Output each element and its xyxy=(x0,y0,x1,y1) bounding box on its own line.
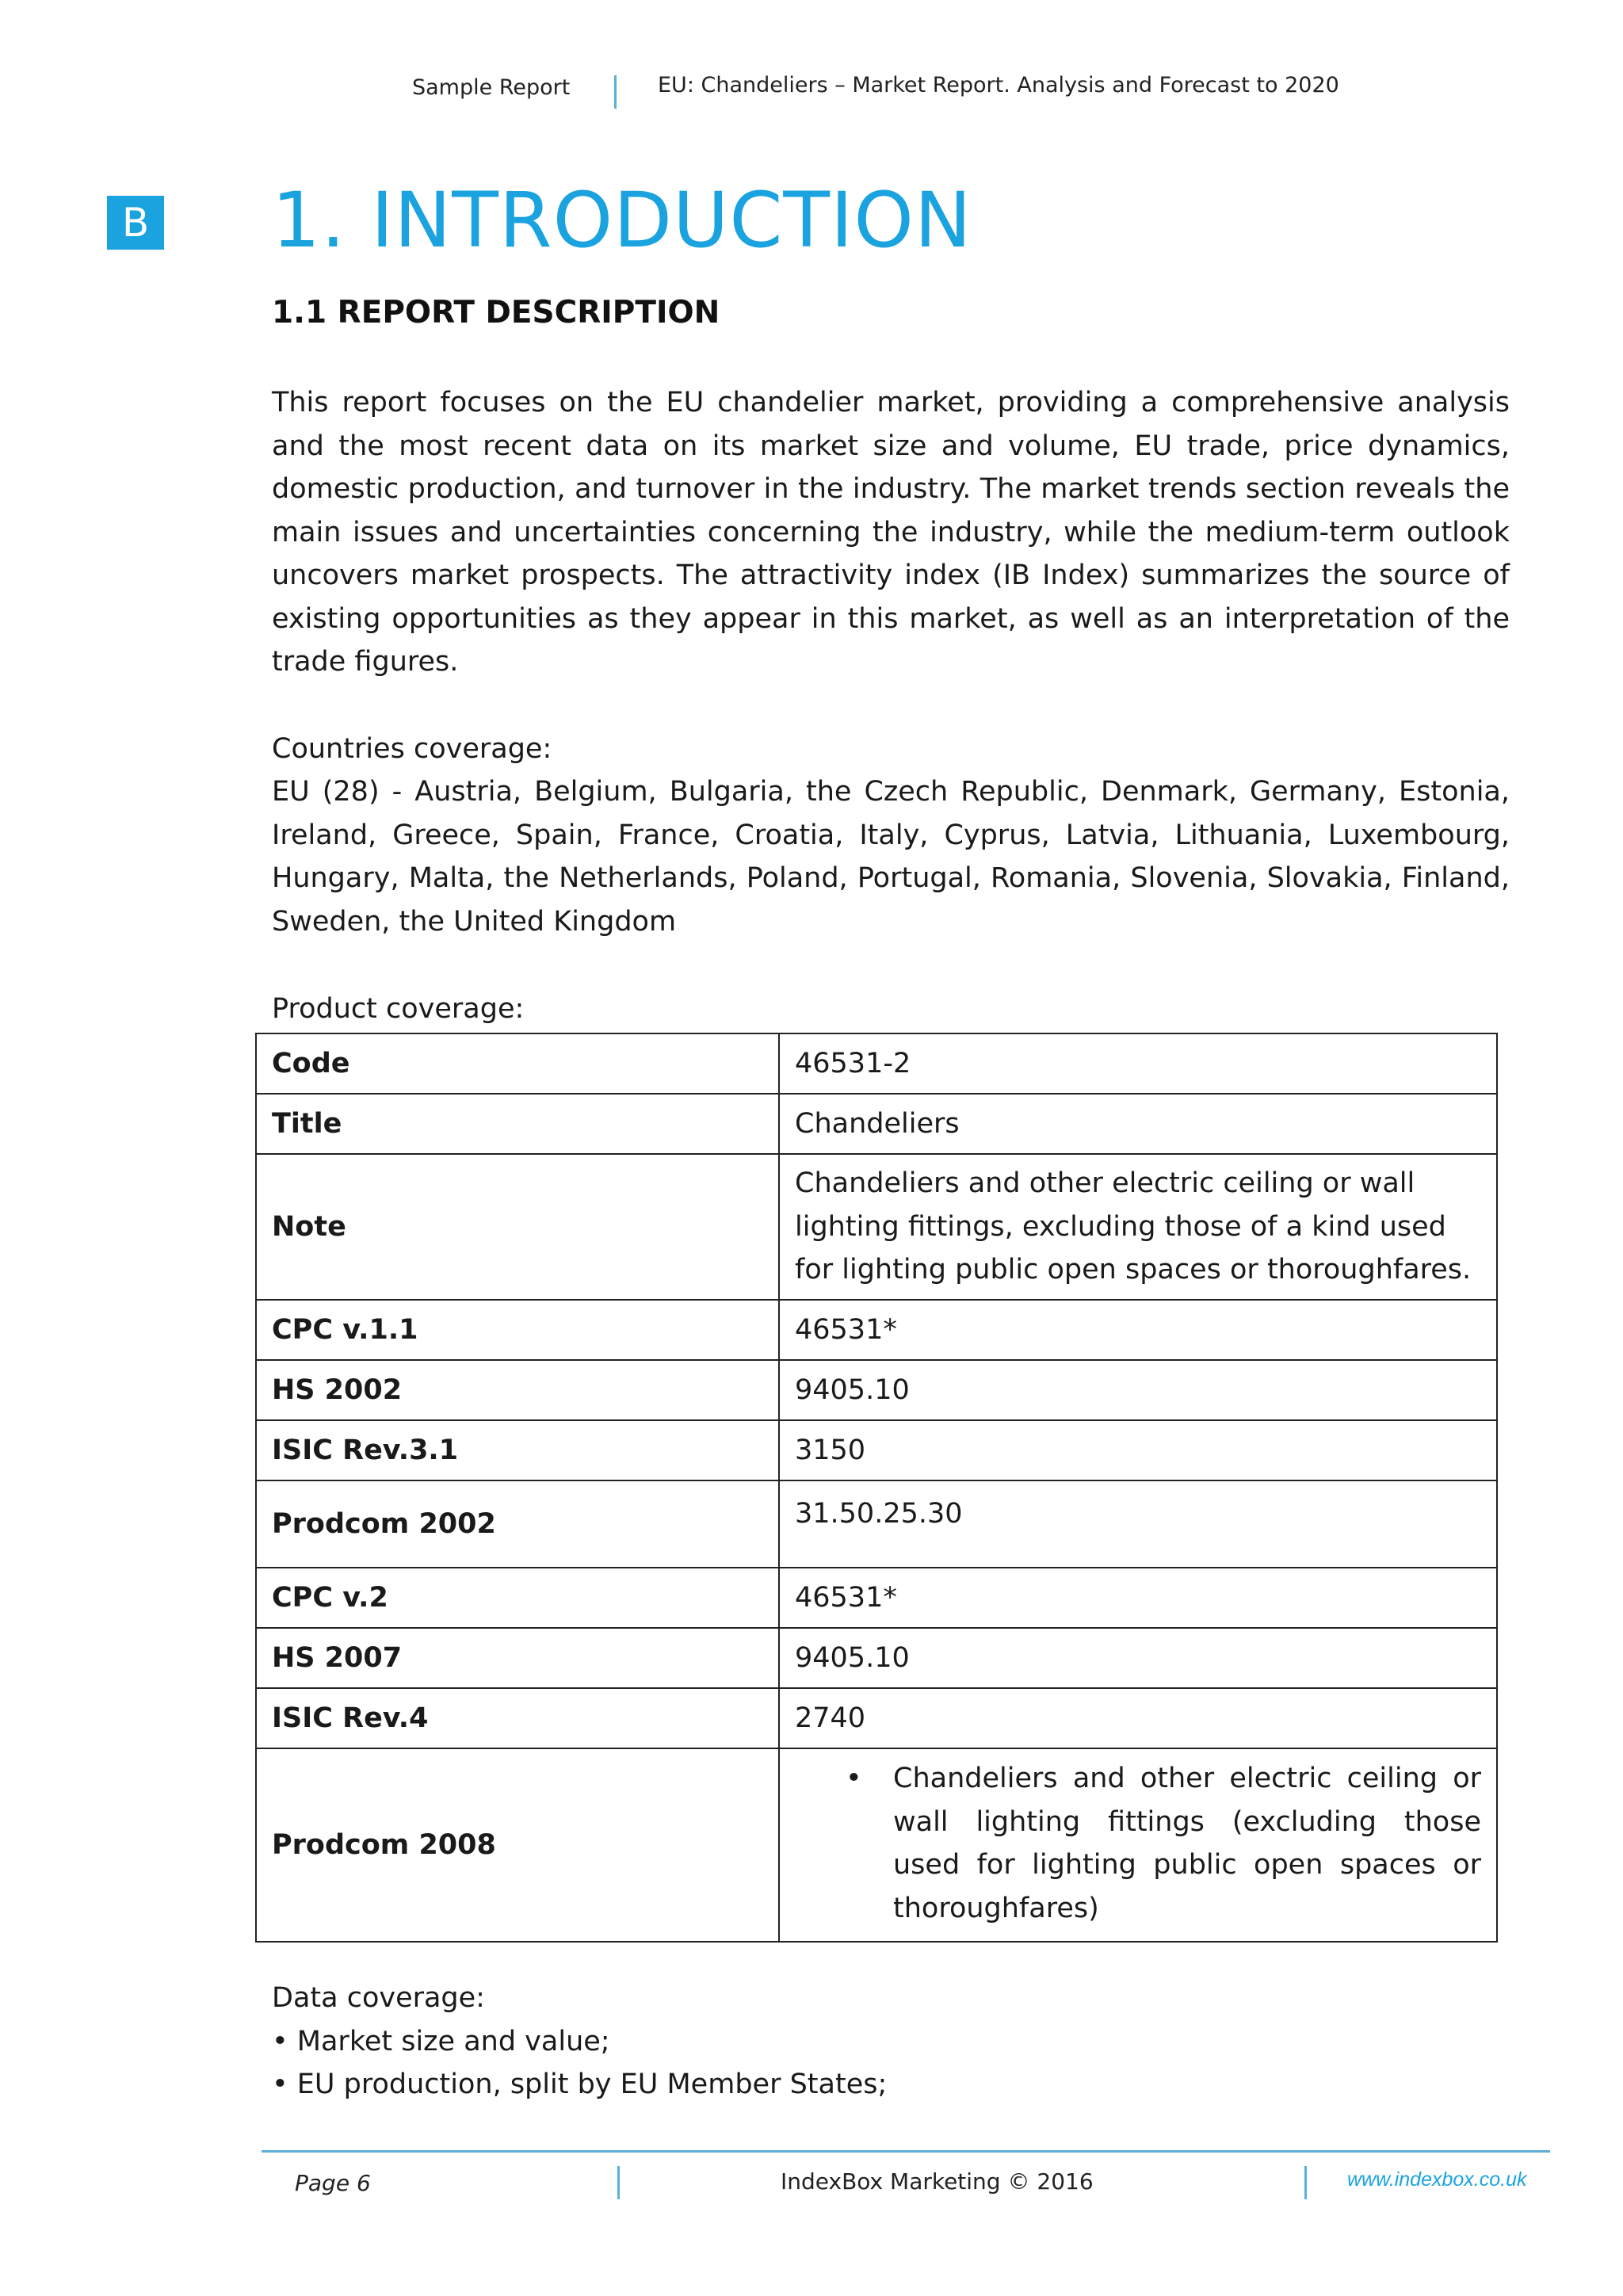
table-value: 31.50.25.30 xyxy=(779,1480,1497,1568)
table-row xyxy=(256,1094,1497,1154)
table-row xyxy=(256,1154,1497,1300)
table-value: 9405.10 xyxy=(779,1360,1497,1420)
product-coverage-label: Product coverage: xyxy=(272,993,525,1025)
data-coverage-label: Data coverage: xyxy=(272,1982,485,2014)
table-row xyxy=(256,1480,1497,1568)
table-key: ISIC Rev.3.1 xyxy=(256,1420,779,1480)
section-title: 1.1 REPORT DESCRIPTION xyxy=(272,295,720,330)
table-value-list xyxy=(779,1748,1497,1942)
table-value: Chandeliers xyxy=(779,1094,1497,1154)
list-item xyxy=(795,1749,1481,1941)
list-item-text: Market size and value; xyxy=(296,2025,610,2057)
list-item-text: Chandeliers and other electric ceiling or wall lighting fittings (excluding those used for lighting public open spaces or thoroughfares) xyxy=(893,1763,1481,1924)
table-value: 46531* xyxy=(779,1568,1497,1628)
page-number: Page 6 xyxy=(295,2170,371,2196)
bullet-icon: • xyxy=(272,2025,297,2057)
footer-website-link[interactable]: www.indexbox.co.uk xyxy=(1347,2168,1527,2191)
table-row xyxy=(256,1420,1497,1480)
list-item-text: EU production, split by EU Member States; xyxy=(296,2069,888,2100)
table-row xyxy=(256,1360,1497,1420)
list-item xyxy=(272,2020,1510,2064)
table-key: Prodcom 2002 xyxy=(256,1480,779,1568)
data-coverage xyxy=(272,1977,1510,2107)
countries-coverage-label: Countries coverage: xyxy=(272,733,552,765)
table-value: 46531-2 xyxy=(779,1033,1497,1094)
table-key: Code xyxy=(256,1033,779,1094)
table-value: Chandeliers and other electric ceiling or wall lighting fittings, excluding those of a kind used for lighting public open spaces or thoroughfares. xyxy=(779,1154,1497,1300)
table-key: Title xyxy=(256,1094,779,1154)
table-value: 9405.10 xyxy=(779,1628,1497,1688)
table-key: HS 2002 xyxy=(256,1360,779,1420)
header-divider xyxy=(614,75,617,109)
footer-divider xyxy=(1304,2166,1307,2199)
table-value: 3150 xyxy=(779,1420,1497,1480)
footer-divider xyxy=(617,2166,620,2199)
bullet-icon: • xyxy=(272,2069,297,2100)
countries-coverage-list: EU (28) - Austria, Belgium, Bulgaria, the Czech Republic, Denmark, Germany, Estonia, Ireland, Greece, Spain, France, Croatia, Italy, Cyprus, Latvia, Lithuania, Luxembourg, Hungary, Malta, the Netherlands, Poland, Portugal, Romania, Slovenia, Slovakia, Finland, Sweden, the United Kingdom xyxy=(272,776,1510,938)
table-key: CPC v.2 xyxy=(256,1568,779,1628)
table-row xyxy=(256,1688,1497,1748)
table-value: 2740 xyxy=(779,1688,1497,1748)
table-row xyxy=(256,1033,1497,1094)
footer-rule xyxy=(262,2150,1550,2153)
table-key: HS 2007 xyxy=(256,1628,779,1688)
table-row xyxy=(256,1628,1497,1688)
table-row xyxy=(256,1300,1497,1360)
table-value: 46531* xyxy=(779,1300,1497,1360)
table-key: Note xyxy=(256,1154,779,1300)
header-report-title: EU: Chandeliers – Market Report. Analysis and Forecast to 2020 xyxy=(658,73,1339,97)
header-report-type: Sample Report xyxy=(412,75,571,100)
table-key: ISIC Rev.4 xyxy=(256,1688,779,1748)
table-key: CPC v.1.1 xyxy=(256,1300,779,1360)
footer-copyright: IndexBox Marketing © 2016 xyxy=(781,2168,1094,2195)
list-item xyxy=(272,2063,1510,2107)
chapter-title: 1. INTRODUCTION xyxy=(272,176,972,265)
report-description: This report focuses on the EU chandelier market, providing a comprehensive analysis and the most recent data on its market size and volume, EU trade, price dynamics, domestic production, and turnover in the industry. The market trends section reveals the main issues and uncertainties concerning the industry, while the medium-term outlook uncovers market prospects. The attractivity index (IB Index) summarizes the source of existing opportunities as they appear in this market, as well as an interpretation of the trade figures. xyxy=(272,387,1510,678)
table-row xyxy=(256,1568,1497,1628)
product-coverage-table xyxy=(255,1033,1498,1943)
table-key: Prodcom 2008 xyxy=(256,1748,779,1942)
bullet-icon: • xyxy=(846,1763,862,1794)
table-row xyxy=(256,1748,1497,1942)
brand-badge-icon: B xyxy=(107,196,164,250)
